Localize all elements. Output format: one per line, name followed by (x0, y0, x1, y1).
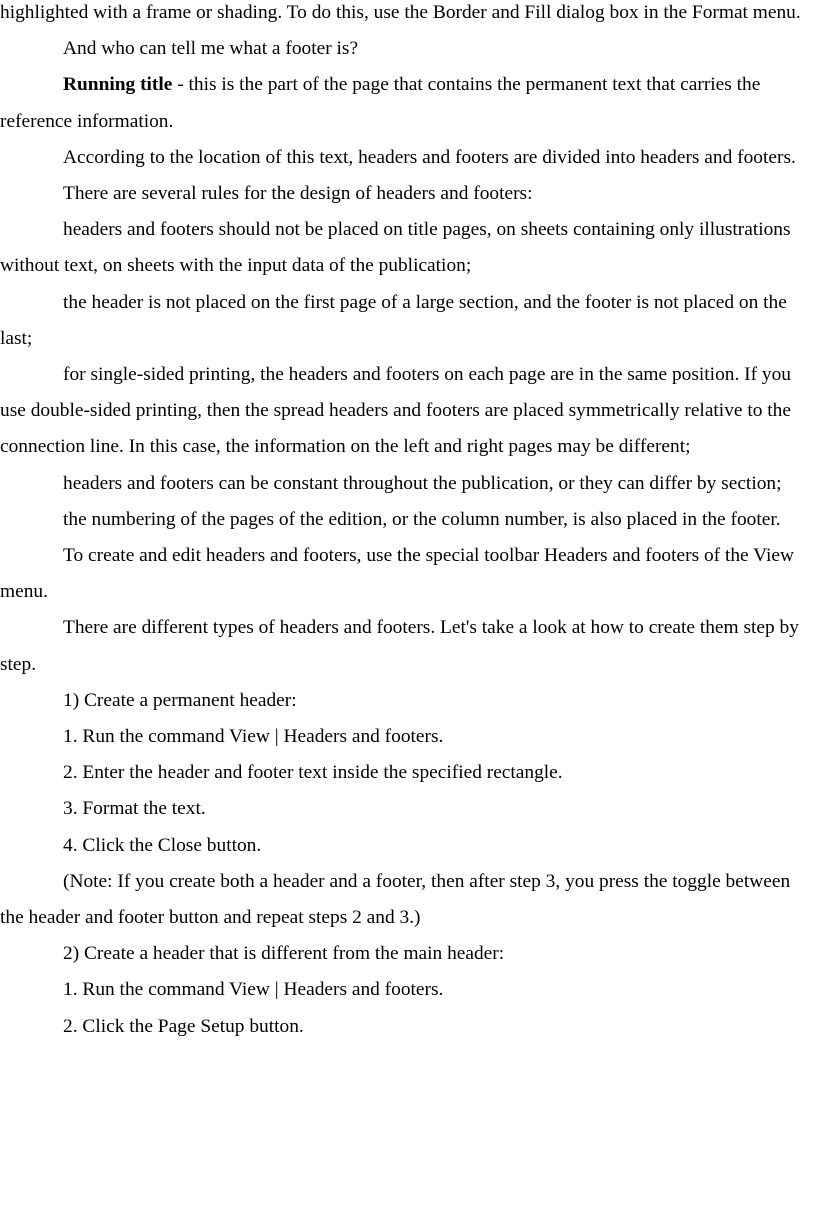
step-item: 2. Click the Page Setup button. (63, 1015, 304, 1037)
rule-item: headers and footers can be constant throughout the publication, or they can differ by section; (63, 472, 782, 494)
paragraph: There are different types of headers and footers. Let's take a look at how to create them step by step. (0, 617, 799, 675)
paragraph-running-title (0, 67, 816, 139)
rule-item: the numbering of the pages of the edition, or the column number, is also placed in the footer. (63, 508, 781, 530)
paragraph: To create and edit headers and footers, use the special toolbar Headers and footers of the View menu. (0, 545, 794, 603)
step-item: 2. Enter the header and footer text inside the specified rectangle. (63, 762, 563, 784)
section-heading: 1) Create a permanent header: (63, 689, 297, 711)
step-item: 1. Run the command View | Headers and footers. (63, 726, 444, 748)
note-paragraph: (Note: If you create both a header and a footer, then after step 3, you press the toggle between the header and footer button and repeat steps 2 and 3.) (0, 870, 791, 929)
paragraph-continuation: highlighted with a frame or shading. To do this, use the Border and Fill dialog box in the Format menu. (0, 2, 801, 23)
rule-item: for single-sided printing, the headers and footers on each page are in the same position. If you use double-sided printing, then the spread headers and footers are placed symmetrically relative to the connection line. In this case, the information on the left and right pages may be different; (0, 364, 792, 458)
paragraph: According to the location of this text, headers and footers are divided into headers and footers. (63, 146, 796, 168)
paragraph: There are several rules for the design of headers and footers: (63, 183, 533, 205)
rule-item: headers and footers should not be placed on title pages, on sheets containing only illustrations without text, on sheets with the input data of the publication; (0, 219, 791, 277)
paragraph: And who can tell me what a footer is? (63, 38, 359, 60)
step-item: 1. Run the command View | Headers and footers. (63, 979, 444, 1001)
definition-text: - this is the part of the page that contains the permanent text that carries the reference information. (0, 74, 761, 132)
term-running-title: Running title (63, 74, 173, 96)
rule-item: the header is not placed on the first page of a large section, and the footer is not placed on the last; (0, 291, 787, 349)
step-item: 3. Format the text. (63, 798, 206, 820)
section-heading: 2) Create a header that is different from the main header: (63, 943, 505, 965)
step-item: 4. Click the Close button. (63, 834, 262, 856)
